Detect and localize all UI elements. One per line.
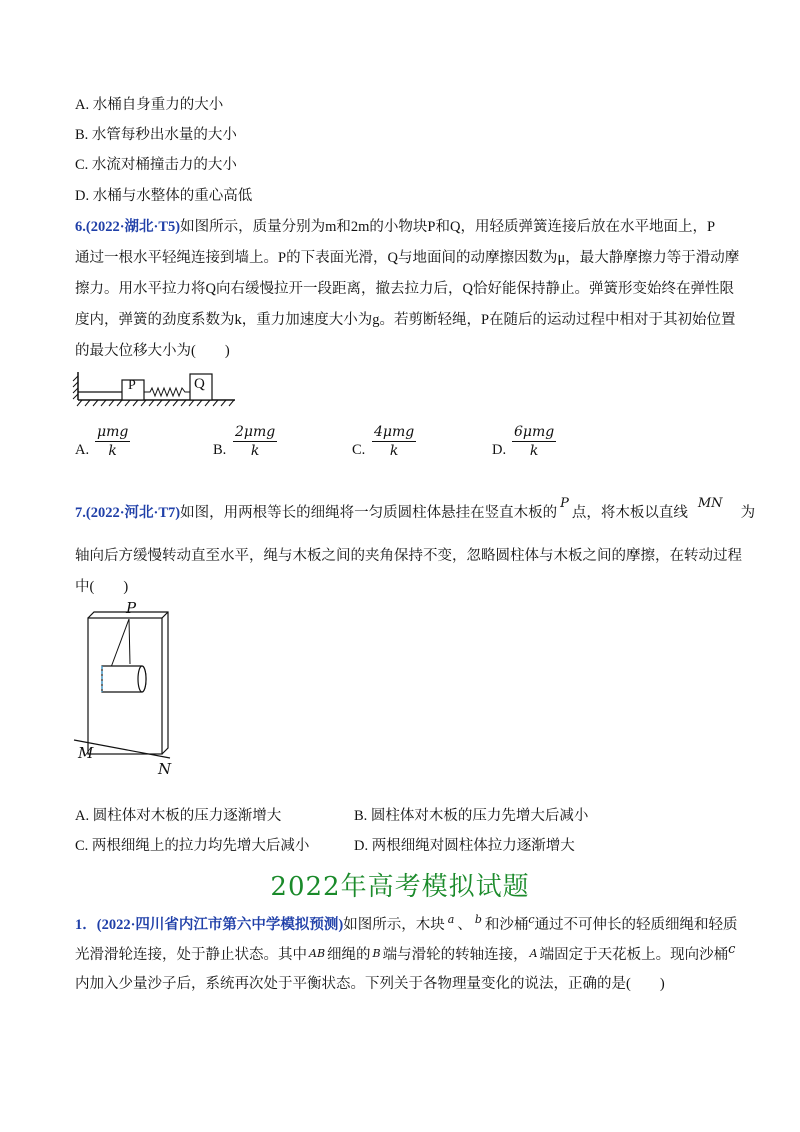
q1-text-2c: 端与滑轮的转轴连接， (382, 947, 528, 963)
q6-option-a-num: μmg (97, 424, 129, 440)
q1-tag: 1．(2022·四川省内江市第六中学模拟预测) (75, 917, 344, 933)
q6-option-d-num: 6μmg (514, 424, 555, 440)
q6-tag: 6.(2022·湖北·T5) (75, 219, 181, 235)
q1-stem-line-1 (75, 915, 738, 936)
q6-stem-line-3: 擦力。用水平拉力将Q向右缓慢拉开一段距离，撤去拉力后，Q恰好能保持静止。弹簧形变始终在弹性限 (75, 281, 734, 297)
q6-option-b-letter: B. (213, 442, 227, 458)
q6-option-c-fraction (372, 423, 416, 460)
q5-option-b: B. 水管每秒出水量的大小 (75, 127, 237, 143)
q1-text-2d: 端固定于天花板上。现向沙桶 (539, 947, 729, 963)
q1-text-1b: 和沙桶 (484, 917, 529, 933)
q7-text-1c: 为 (740, 505, 756, 521)
q6-label-p: P (128, 378, 136, 393)
q1-symbol-ab: AB (309, 947, 326, 960)
q1-symbol-c: c (528, 913, 535, 926)
q7-option-a: A. 圆柱体对木板的压力逐渐增大 (75, 808, 282, 824)
q1-symbol-a2: A (529, 947, 538, 960)
q1-text-2b: 细绳的 (327, 947, 371, 963)
q6-option-d-fraction (512, 423, 556, 460)
q6-option-a-letter: A. (75, 442, 90, 458)
q6-option-b-fraction (233, 423, 277, 460)
q6-option-b-num: 2μmg (235, 424, 276, 440)
q6-option-d-den: k (529, 443, 539, 459)
q6-stem-line-1 (75, 217, 715, 237)
q6-stem-line-4: 度内，弹簧的劲度系数为k，重力加速度大小为g。若剪断轻绳，P在随后的运动过程中相对于其初始位置 (75, 312, 736, 328)
q6-option-d-letter: D. (492, 442, 507, 458)
q1-stem-line-2 (75, 942, 736, 966)
q7-label-p: P (126, 599, 137, 617)
q6-spring-diagram (70, 368, 240, 410)
q7-stem-line-2: 轴向后方缓慢转动直至水平，绳与木板之间的夹角保持不变，忽略圆柱体与木板之间的摩擦，在转动过程 (75, 548, 742, 564)
q6-label-q: Q (194, 376, 205, 392)
q5-option-c: C. 水流对桶撞击力的大小 (75, 157, 237, 173)
q6-option-a-fraction (95, 423, 130, 460)
q1-text-1a: 如图所示，木块 (343, 917, 445, 933)
q6-option-c-den: k (389, 443, 399, 459)
q6-stem-line-2: 通过一根水平轻绳连接到墙上。P的下表面光滑，Q与地面间的动摩擦因数为μ，最大静摩擦力等于滑动摩 (75, 250, 740, 266)
q5-option-a: A. 水桶自身重力的大小 (75, 97, 224, 113)
q7-stem-line-3: 中( ) (75, 579, 129, 595)
q7-symbol-p: P (560, 496, 569, 511)
q7-option-c: C. 两根细绳上的拉力均先增大后减小 (75, 838, 310, 854)
q7-text-1b: 点，将木板以直线 (571, 505, 688, 521)
q1-stem-line-3: 内加入少量沙子后，系统再次处于平衡状态。下列关于各物理量变化的说法，正确的是( ) (75, 976, 665, 992)
q6-option-b-den: k (250, 443, 260, 459)
q7-tag: 7.(2022·河北·T7) (75, 505, 181, 521)
q7-option-d: D. 两根细绳对圆柱体拉力逐渐增大 (354, 838, 575, 854)
q1-text-2a: 光滑滑轮连接，处于静止状态。其中 (75, 947, 307, 963)
q1-sep: 、 (457, 917, 472, 933)
section-title: 2022年高考模拟试题 (270, 872, 530, 902)
q7-label-m: M (78, 744, 94, 762)
q1-symbol-b2: B (372, 947, 381, 960)
q6-text-1: 如图所示，质量分别为m和2m的小物块P和Q，用轻质弹簧连接后放在水平地面上，P (180, 219, 716, 235)
q1-symbol-a: a (447, 913, 455, 926)
q5-option-d: D. 水桶与水整体的重心高低 (75, 188, 253, 204)
q7-symbol-mn: MN (697, 496, 723, 511)
q1-text-1c: 通过不可伸长的轻质细绳和轻质 (534, 917, 738, 933)
q1-symbol-b: b (474, 913, 482, 926)
q7-label-n: N (158, 760, 172, 778)
q7-stem-line-1 (75, 496, 756, 524)
q7-option-b: B. 圆柱体对木板的压力先增大后减小 (354, 808, 589, 824)
q7-text-1a: 如图，用两根等长的细绳将一匀质圆柱体悬挂在竖直木板的 (180, 505, 558, 521)
q6-option-a-den: k (108, 443, 117, 459)
q6-option-c-num: 4μmg (374, 424, 415, 440)
q6-stem-line-5: 的最大位移大小为( ) (75, 343, 230, 359)
q1-symbol-c2: c (728, 942, 736, 957)
q6-option-c-letter: C. (352, 442, 366, 458)
